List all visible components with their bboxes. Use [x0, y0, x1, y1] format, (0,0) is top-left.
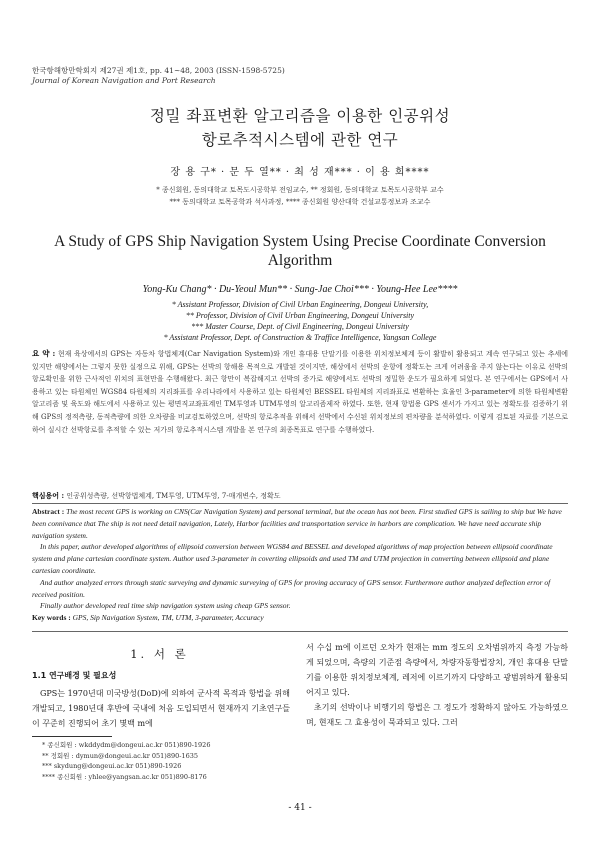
journal-header: [32, 66, 285, 86]
english-abstract-paragraph-2: In this paper, author developed algorithms of ellipsoid conversion between WGS84 and BESSEL and developed algorithms of map projection between ellipsoid coordinate system and plane cartesian coordinate system. Author used 3-parameter in coverting ellipsoids and used TM and UTM projection in converting between ellipsoid and plane cartesian coordinate.: [32, 542, 553, 575]
body-right-column: [306, 640, 568, 730]
english-title-line2: Algorithm: [267, 252, 333, 269]
english-affiliation-3: *** Master Course, Dept. of Civil Engineering, Dongeui University: [191, 322, 409, 331]
footnotes: [42, 740, 210, 782]
english-authors: Yong-Ku Chang* · Du-Yeoul Mun** · Sung-Jae Choi*** · Young-Hee Lee****: [142, 284, 458, 295]
english-abstract-text-1: The most recent GPS is working on CNS(Car Navigation System) and personal terminal, but the ocean has not been. First studied GPS is sailing to ship but We have been connivance that The ship is not need detail navigation, Lately, Harbor facilities and transportation service in harbors are complication. We have need accurate ship navigation system.: [32, 507, 562, 540]
korean-keywords-text: 인공위성측량, 선박항법체계, TM투영, UTM투영, 7-매개변수, 정확도: [66, 492, 281, 500]
keywords-divider: [32, 631, 568, 632]
body-left-paragraph: GPS는 1970년대 미국방성(DoD)에 의하여 군사적 목적과 항법을 위해 개발되고, 1980년대 후반에 국내에 처음 도입되면서 현재까지 기초연구들이 꾸준히 진행되어 초기 몇백 m에: [32, 689, 290, 728]
footnote-4: **** 종신회원 : yhlee@yangsan.ac.kr 051)890-8176: [42, 772, 207, 781]
english-affiliation-2: ** Professor, Division of Civil Urban Engineering, Dongeui University: [185, 311, 415, 320]
abstract-divider: [32, 503, 568, 504]
body-right-paragraph-2: 초기의 선박이나 비행기의 항법은 그 정도가 정확하지 않아도 가능하였으며, 현재도 그 효용성이 묵과되고 있다. 그러: [306, 703, 568, 727]
english-keywords: [32, 613, 572, 622]
english-keywords-text: GPS, Sip Navigation System, TM, UTM, 3-parameter, Accuracy: [72, 613, 264, 622]
subsection-title: 1.1 연구배경 및 필요성: [32, 671, 117, 680]
korean-abstract-text: 현재 육상에서의 GPS는 자동차 항법체계(Car Navigation System)와 개인 휴대용 단말기를 이용한 위치정보체계 등이 활발히 활용되고 계속 연구되고 있는 추세에 있지만 해양에서는 그렇지 못한 실정으로 위해, GPS는 선박의 항해용 목적으로 개발된 것이지만, 해상에서 선박의 운항에 정확도는 크게 어려움을 주지 않는다는 이유로 선박의 항로확인을 위한 근사적인 위치의 표현만을 수행해왔다. 최근 항만이 복잡해지고 선박의 증가로 해양에서도 선박의 정밀한 운도가 필요하게 되었다. 본 연구에서는 GPS에서 사용하고 있는 타원체인 WGS84 타원체의 지리좌표를 우리나라에서 사용하고 있는 타원체인 BESSEL 타원체의 지리좌표로 변환하는 효율인 3-parameter에 의한 타원체변환알고리즘 및 육도와 해도에서 사용하고 있는 평면직교좌표계인 TM투영과 UTM투영의 알고리즘제작 하였다. 또한, 현재 항법용 GPS 센서가 가지고 있는 정확도를 검증하기 위해 GPS의 정적측량, 동적측량에 의한 오차량을 비교검토하였으며, 선박의 항로추적을 위해서 선박에서 수신된 위치정보의 편차량을 분석하였다. 이렇게 검토된 자료를 기본으로 하여 실시간 선박항로를 추적할 수 있는 저가의 항로추적시스템 개발을 본 연구의 최종목표로 연구를 수행하였다.: [32, 350, 569, 434]
korean-keywords: [32, 491, 568, 501]
korean-abstract: [32, 348, 568, 436]
footnote-3: *** skydung@dongeui.ac.kr 051)890-1926: [42, 762, 182, 770]
korean-keywords-label: 핵심용어 :: [32, 491, 65, 500]
english-abstract-paragraph-4: Finally author developed real time ship navigation system using cheap GPS sensor.: [40, 601, 291, 611]
korean-authors: 장 용 구* · 문 두 열** · 최 성 재*** · 이 용 희****: [170, 167, 430, 178]
korean-affiliation-1: * 종신회원, 동의대학교 토목도시공학부 전임교수, ** 정회원, 동의대학교 토목도시공학부 교수: [156, 186, 444, 194]
footnote-2: ** 정회원 : dymun@dongeui.ac.kr 051)890-1635: [42, 751, 198, 760]
body-left-column: [32, 686, 290, 731]
korean-title-line2: 항로추적시스템에 관한 연구: [201, 131, 399, 149]
english-abstract-paragraph-3: And author analyzed errors through static surveying and dynamic surveying of GPS for proving accuracy of GPS sensor. Furthermore author analyzed deflection error of received position.: [32, 577, 551, 599]
english-abstract: [32, 506, 572, 612]
english-abstract-paragraph-1: [32, 506, 572, 541]
footnote-1: * 종신회원 : wkddydm@dongeui.ac.kr 051)890-1926: [42, 741, 211, 749]
korean-title-line1: 정밀 좌표변환 알고리즘을 이용한 인공위성: [149, 107, 451, 125]
english-title-line1: A Study of GPS Ship Navigation System Using Precise Coordinate Conversion: [54, 233, 546, 250]
korean-abstract-label: 요 약 :: [32, 349, 56, 358]
journal-name: Journal of Korean Navigation and Port Research: [32, 76, 216, 85]
english-keywords-label: Key words :: [32, 613, 71, 622]
korean-affiliation-2: *** 동의대학교 토목공학과 석사과정, **** 종신회원 양산대학 건설교통정보과 조교수: [169, 198, 431, 206]
body-right-paragraph-1: 서 수십 m에 이르던 오차가 현재는 mm 정도의 오차범위까지 측정 가능하게 되었으며, 측량의 기준점 측량에서, 차량자동항법장치, 개인 휴대용 단말기를 이용한 위치정보체계, 레저에 이르기까지 다양하고 광범위하게 활용되어지고 있다.: [306, 643, 568, 697]
english-affiliation-4: * Assistant Professor, Dept. of Construction & Traffice Intelligence, Yangsan College: [163, 333, 437, 342]
journal-citation: 한국항해항만학회지 제27권 제1호, pp. 41~48, 2003 (ISSN-1598-5725): [32, 66, 285, 75]
footnote-divider: [32, 736, 112, 737]
english-abstract-label: Abstract :: [32, 507, 65, 516]
english-affiliation-1: * Assistant Professor, Division of Civil Urban Engineering, Dongeui University,: [171, 300, 429, 309]
page-number: - 41 -: [288, 803, 312, 813]
section-title: 1. 서 론: [130, 647, 189, 661]
